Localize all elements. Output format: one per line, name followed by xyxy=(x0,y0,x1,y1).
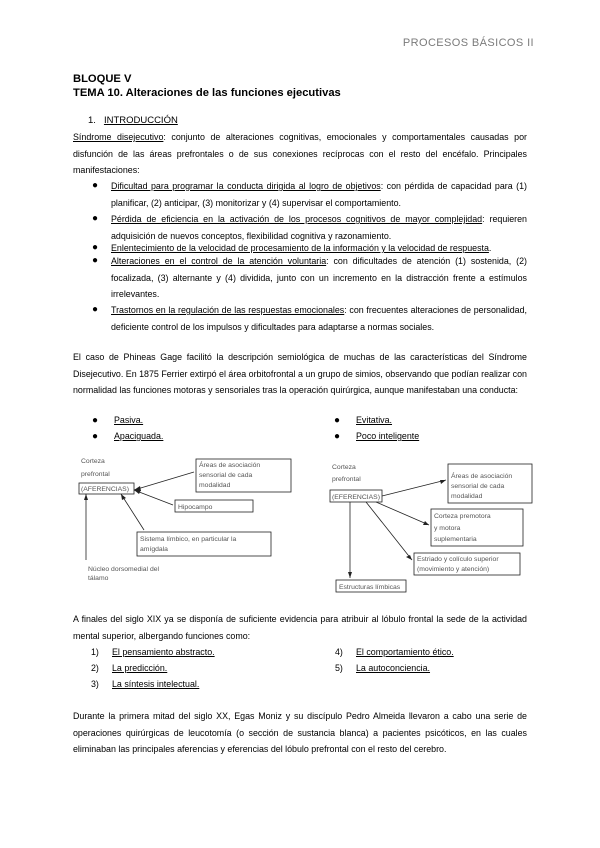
bullet-icon: ● xyxy=(92,180,99,191)
svg-text:prefrontal: prefrontal xyxy=(332,476,361,483)
svg-text:tálamo: tálamo xyxy=(88,575,109,582)
list-item xyxy=(92,302,527,335)
conduct-item: ● Pasiva. xyxy=(92,415,144,426)
svg-text:Corteza: Corteza xyxy=(81,458,105,465)
bullet-icon: ● xyxy=(92,242,99,253)
function-item: 3) La síntesis intelectual. xyxy=(91,679,200,689)
bullet-icon: ● xyxy=(92,255,99,266)
svg-text:Sistema límbico, en particular: Sistema límbico, en particular la xyxy=(140,536,237,543)
svg-text:(EFERENCIAS): (EFERENCIAS) xyxy=(332,494,380,501)
section-heading xyxy=(88,115,178,126)
gage-paragraph: El caso de Phineas Gage facilitó la descripción semiológica de muchas de las características del Síndrome Disejecutivo. En 1875 Ferrier extirpó el área orbitofrontal a un grupo de simios, observando que podían realizar con normalidad las funciones motoras y sensoriales tras la operación quirúrgica, aunque manifestaban una conducta: xyxy=(73,352,527,396)
conduct-item: ● Evitativa. xyxy=(334,415,393,426)
bullet-icon: ● xyxy=(92,304,99,315)
afferent-diagram xyxy=(76,452,296,582)
item-text: : requieren adquisición de nuevos conceptos, flexibilidad cognitiva y razonamiento. xyxy=(111,214,527,241)
topic-heading: TEMA 10. Alteraciones de las funciones ejecutivas xyxy=(73,87,341,99)
function-item: 2) La predicción. xyxy=(91,663,168,673)
item-text: . xyxy=(488,243,492,253)
svg-text:Hipocampo: Hipocampo xyxy=(178,504,213,511)
svg-text:y motora: y motora xyxy=(434,525,461,532)
efferent-diagram xyxy=(328,460,538,595)
intro-paragraph xyxy=(73,129,527,179)
conduct-item: ● Poco inteligente xyxy=(334,431,420,442)
list-item xyxy=(92,253,527,303)
svg-text:sensorial de cada: sensorial de cada xyxy=(199,472,253,479)
block-heading: BLOQUE V xyxy=(73,73,132,85)
late-xix-paragraph: A finales del siglo XIX ya se disponía de suficiente evidencia para atribuir al lóbulo frontal la sede de la actividad mental superior, albergando funciones como: xyxy=(73,614,527,641)
item-text: : con pérdida de capacidad para (1) planificar, (2) anticipar, (3) monitorizar y (4) supervisar el comportamiento. xyxy=(111,181,527,208)
item-text: : con dificultades de atención (1) sostenida, (2) focalizada, (3) alternante y (4) dividida, junto con un incremento en la distracción frente a estímulos irrelevantes. xyxy=(111,256,527,300)
item-term: Alteraciones en el control de la atención voluntaria xyxy=(111,256,327,266)
conduct-item: ● Apaciguada. xyxy=(92,431,164,442)
bullet-icon: ● xyxy=(92,431,99,442)
item-term: Trastornos en la regulación de las respuestas emocionales xyxy=(111,305,345,315)
list-item xyxy=(92,178,527,211)
bullet-icon: ● xyxy=(92,415,99,426)
bullet-icon: ● xyxy=(334,431,341,442)
svg-text:modalidad: modalidad xyxy=(199,482,231,489)
bullet-icon: ● xyxy=(92,213,99,224)
intro-text: : conjunto de alteraciones cognitivas, emocionales y comportamentales causadas por disfunción de las áreas prefrontales o de sus conexiones recíprocas con el resto del encéfalo. Principales manifestaciones: xyxy=(73,132,527,176)
svg-text:Estriado y colículo superior: Estriado y colículo superior xyxy=(417,556,499,563)
section-number: 1. xyxy=(88,115,96,126)
svg-text:amígdala: amígdala xyxy=(140,546,168,553)
running-header: PROCESOS BÁSICOS II xyxy=(402,37,534,49)
item-text: : con frecuentes alteraciones de personalidad, deficiente control de los impulsos y dificultades para adaptarse a normas sociales. xyxy=(111,305,527,332)
afferent-source xyxy=(81,458,129,493)
svg-text:modalidad: modalidad xyxy=(451,493,483,500)
item-term: Pérdida de eficiencia en la activación de los procesos cognitivos de mayor complejidad xyxy=(111,214,483,224)
svg-text:Áreas de asociación: Áreas de asociación xyxy=(199,462,261,469)
moniz-paragraph: Durante la primera mitad del siglo XX, Egas Moniz y su discípulo Pedro Almeida llevaron a cabo una serie de operaciones quirúrgicas de leucotomía (o sección de sustancia blanca) a pacientes psicóticos, en las cuales eliminaban las principales aferencias y eferencias del lóbulo prefrontal con el resto del cerebro. xyxy=(73,711,527,755)
item-term: Enlentecimiento de la velocidad de procesamiento de la información y la velocidad de respuesta xyxy=(111,243,489,253)
function-item: 4) El comportamiento ético. xyxy=(335,647,454,657)
svg-text:Corteza: Corteza xyxy=(332,464,356,471)
function-item: 5) La autoconciencia. xyxy=(335,663,431,673)
svg-text:prefrontal: prefrontal xyxy=(81,471,110,478)
svg-text:Áreas de asociación: Áreas de asociación xyxy=(451,473,513,480)
svg-text:suplementaria: suplementaria xyxy=(434,536,477,543)
svg-text:sensorial de cada: sensorial de cada xyxy=(451,483,505,490)
svg-text:Núcleo dorsomedial del: Núcleo dorsomedial del xyxy=(88,566,160,573)
efferent-source xyxy=(332,464,380,501)
svg-text:Corteza premotora: Corteza premotora xyxy=(434,513,491,520)
section-title: INTRODUCCIÓN xyxy=(103,115,178,126)
item-term: Dificultad para programar la conducta dirigida al logro de objetivos xyxy=(111,181,381,191)
svg-text:Estructuras límbicas: Estructuras límbicas xyxy=(339,584,401,591)
function-item: 1) El pensamiento abstracto. xyxy=(91,647,215,657)
bullet-icon: ● xyxy=(334,415,341,426)
svg-text:(movimiento y atención): (movimiento y atención) xyxy=(417,566,490,573)
intro-term: Síndrome disejecutivo xyxy=(73,132,164,142)
svg-text:(AFERENCIAS): (AFERENCIAS) xyxy=(81,486,129,493)
